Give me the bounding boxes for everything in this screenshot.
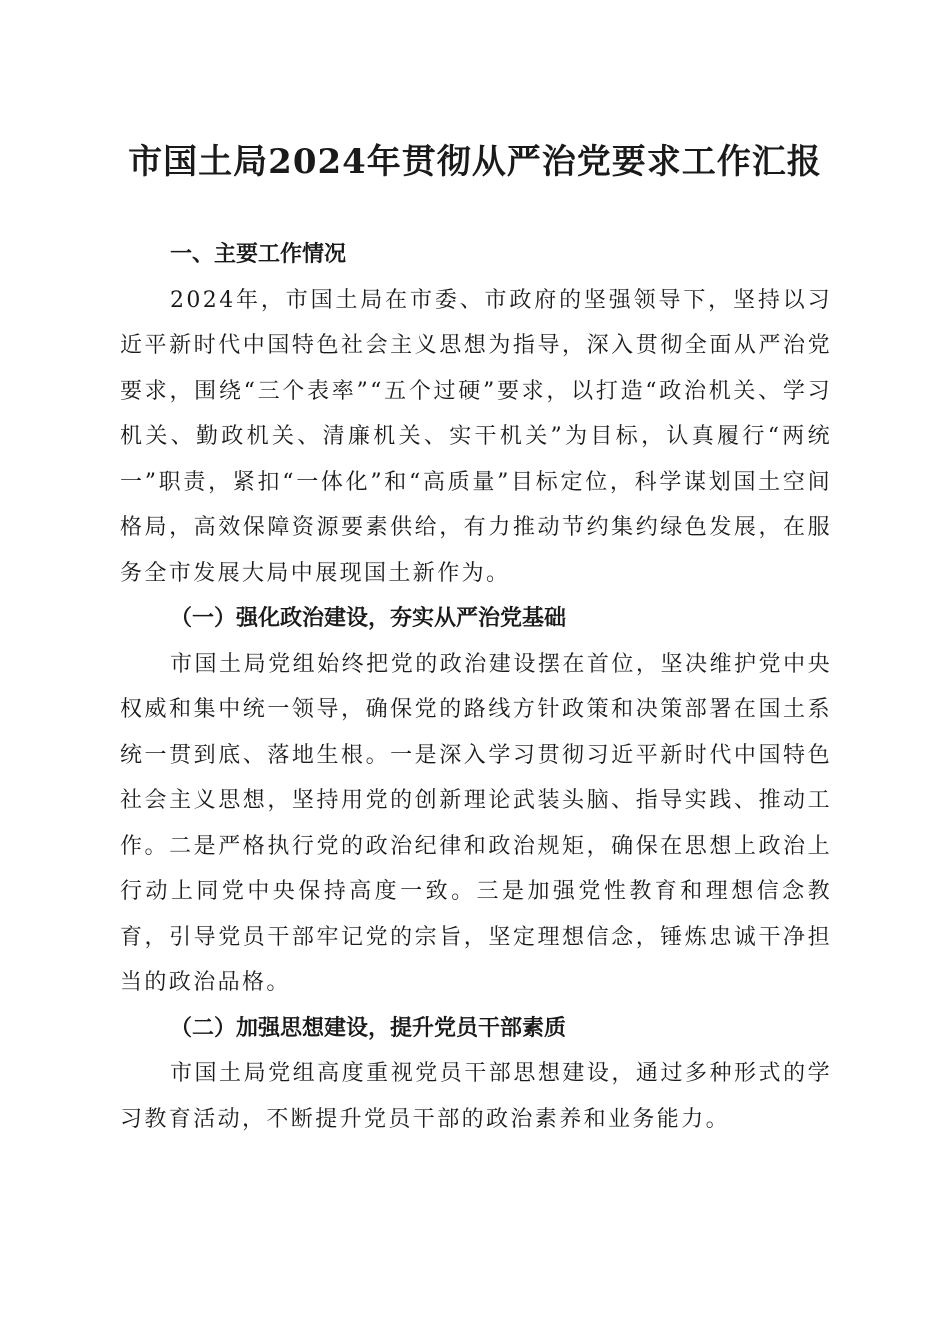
- subsection-heading: （二）加强思想建设，提升党员干部素质: [170, 1014, 567, 1041]
- subsection-paragraph: 市国土局党组高度重视党员干部思想建设，通过多种形式的学习教育活动，不断提升党员干部的政治素养和业务能力。: [120, 1061, 832, 1132]
- subsection-paragraph: 市国土局党组始终把党的政治建设摆在首位，坚决维护党中央权威和集中统一领导，确保党的路线方针政策和决策部署在国土系统一贯到底、落地生根。一是深入学习贯彻习近平新时代中国特色社会主义思想，坚持用党的创新理论武装头脑、指导实践、推动工作。二是严格执行党的政治纪律和政治规矩，确保在思想上政治上行动上同党中央保持高度一致。三是加强党性教育和理想信念教育，引导党员干部牢记党的宗旨，坚定理想信念，锤炼忠诚干净担当的政治品格。: [120, 651, 832, 995]
- section-intro-paragraph: 2024年，市国土局在市委、市政府的坚强领导下，坚持以习近平新时代中国特色社会主义思想为指导，深入贯彻全面从严治党要求，围绕“三个表率”“五个过硬”要求，以打造“政治机关、学习机关、勤政机关、清廉机关、实干机关”为目标，认真履行“两统一”职责，紧扣“一体化”和“高质量”目标定位，科学谋划国土空间格局，高效保障资源要素供给，有力推动节约集约绿色发展，在服务全市发展大局中展现国土新作为。: [120, 287, 832, 586]
- document-title: 市国土局2024年贯彻从严治党要求工作汇报: [128, 142, 822, 182]
- section-heading: 一、主要工作情况: [170, 242, 347, 267]
- document-body: [120, 232, 832, 1142]
- subsection-heading: （一）强化政治建设，夯实从严治党基础: [170, 605, 567, 631]
